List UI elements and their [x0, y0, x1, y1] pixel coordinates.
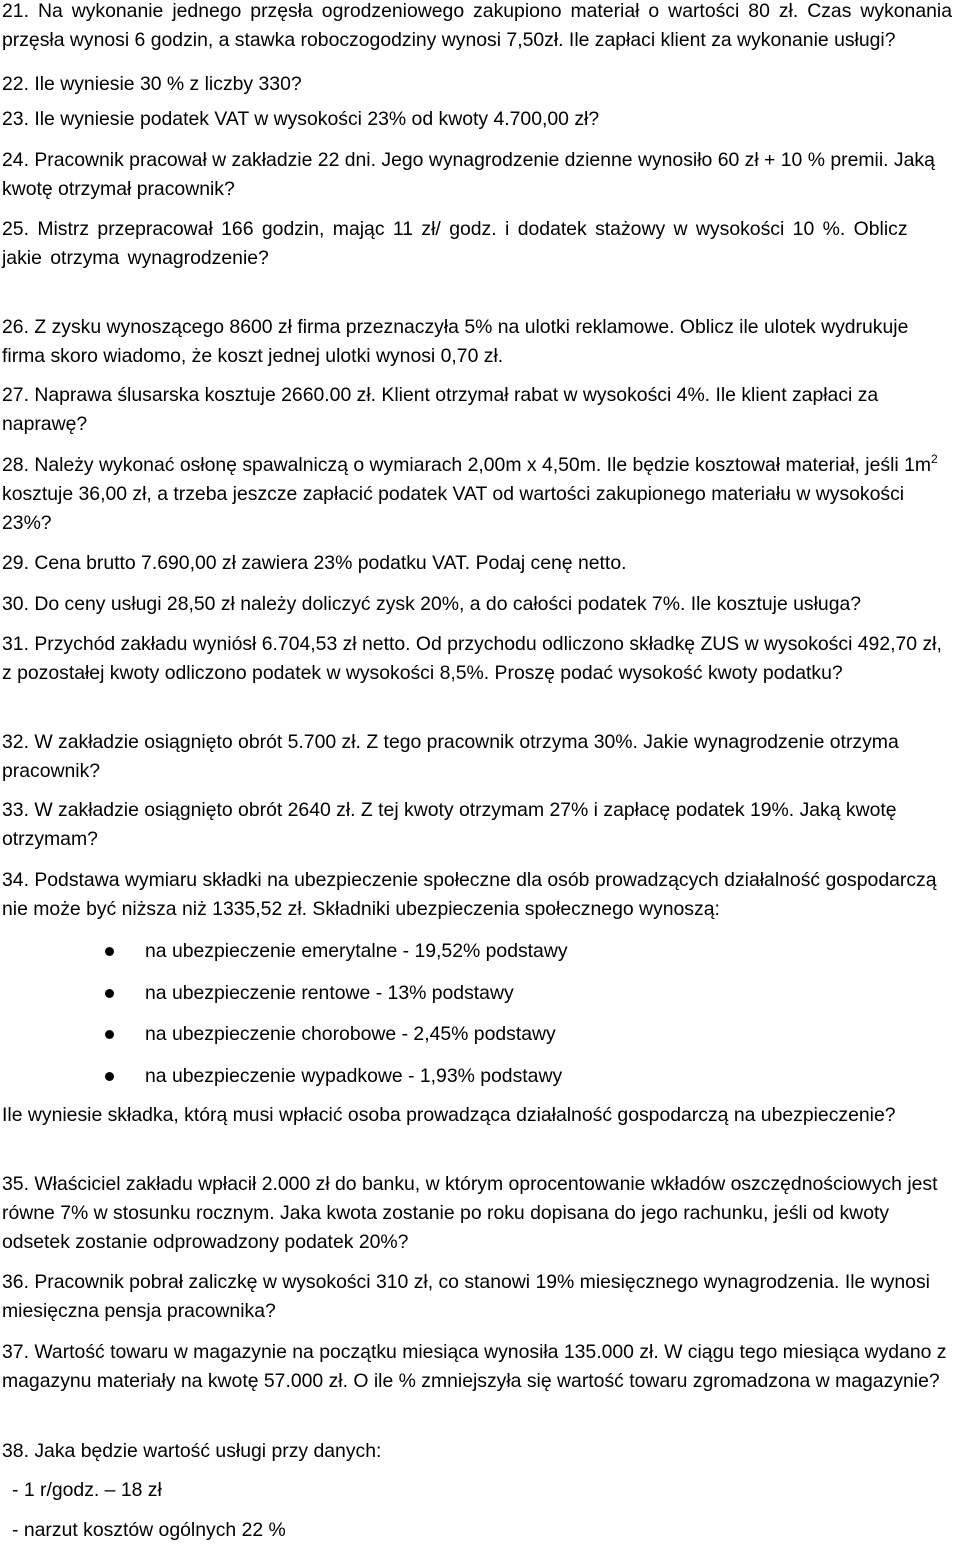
problem-25: 25. Mistrz przepracował 166 godzin, mając 11 zł/ godz. i dodatek stażowy w wysokości 10 %. Oblicz jakie otrzyma wynagrodzenie? [2, 218, 908, 269]
problem-28-superscript: 2 [931, 452, 938, 466]
dash-item: - 1 r/godz. – 18 zł [12, 1479, 162, 1501]
problem-29: 29. Cena brutto 7.690,00 zł zawiera 23% podatku VAT. Podaj cenę netto. [2, 552, 627, 574]
list-item-label: na ubezpieczenie wypadkowe - 1,93% podstawy [145, 1065, 563, 1087]
problem-30: 30. Do ceny usługi 28,50 zł należy doliczyć zysk 20%, a do całości podatek 7%. Ile kosztuje usługa? [2, 593, 862, 615]
bullet-icon [105, 1072, 114, 1081]
problem-33: 33. W zakładzie osiągnięto obrót 2640 zł. Z tej kwoty otrzymam 27% i zapłacę podatek 19%. Jaką kwotę otrzymam? [2, 799, 897, 850]
dash-item: - narzut kosztów ogólnych 22 % [12, 1519, 286, 1541]
problem-28-part-1: 28. Należy wykonać osłonę spawalniczą o wymiarach 2,00m x 4,50m. Ile będzie kosztował materiał, jeśli 1m [2, 454, 932, 476]
bullet-icon [105, 1030, 114, 1039]
problem-23: 23. Ile wyniesie podatek VAT w wysokości 23% od kwoty 4.700,00 zł? [2, 108, 600, 130]
problem-26: 26. Z zysku wynoszącego 8600 zł firma przeznaczyła 5% na ulotki reklamowe. Oblicz ile ulotek wydrukuje firma skoro wiadomo, że koszt jednej ulotki wynosi 0,70 zł. [2, 316, 909, 367]
problem-32: 32. W zakładzie osiągnięto obrót 5.700 zł. Z tego pracownik otrzyma 30%. Jakie wynagrodzenie otrzyma pracownik? [2, 731, 899, 782]
problem-22: 22. Ile wyniesie 30 % z liczby 330? [2, 73, 302, 95]
problem-27: 27. Naprawa ślusarska kosztuje 2660.00 zł. Klient otrzymał rabat w wysokości 4%. Ile klient zapłaci za naprawę? [2, 384, 879, 435]
problem-28 [2, 451, 952, 538]
problem-34: 34. Podstawa wymiaru składki na ubezpieczenie społeczne dla osób prowadzących działalność gospodarczą nie może być niższa niż 1335,52 zł. Składniki ubezpieczenia społecznego wynoszą: [2, 869, 937, 920]
list-item-label: na ubezpieczenie rentowe - 13% podstawy [145, 982, 514, 1004]
bullet-icon [105, 947, 114, 956]
problem-37: 37. Wartość towaru w magazynie na początku miesiąca wynosiła 135.000 zł. W ciągu tego miesiąca wydano z magazynu materiały na kwotę 57.000 zł. O ile % zmniejszyła się wartość towaru zgromadzona w magazynie? [2, 1341, 947, 1392]
list-item-label: na ubezpieczenie emerytalne - 19,52% podstawy [145, 940, 568, 962]
problem-24: 24. Pracownik pracował w zakładzie 22 dni. Jego wynagrodzenie dzienne wynosiło 60 zł + 10 % premii. Jaką kwotę otrzymał pracownik? [2, 149, 935, 200]
problem-38: 38. Jaka będzie wartość usługi przy danych: [2, 1440, 382, 1462]
problem-34-question: Ile wyniesie składka, którą musi wpłacić osoba prowadząca działalność gospodarczą na ubezpieczenie? [2, 1104, 896, 1126]
problem-35: 35. Właściciel zakładu wpłacił 2.000 zł do banku, w którym oprocentowanie wkładów oszczędnościowych jest równe 7% w stosunku rocznym. Jaka kwota zostanie po roku dopisana do jego rachunku, jeśli od kwoty odsetek zostanie odprowadzony podatek 20%? [2, 1173, 938, 1253]
problem-31: 31. Przychód zakładu wyniósł 6.704,53 zł netto. Od przychodu odliczono składkę ZUS w wysokości 492,70 zł, z pozostałej kwoty odliczono podatek w wysokości 8,5%. Proszę podać wysokość kwoty podatku? [2, 633, 942, 684]
problem-28-part-2: kosztuje 36,00 zł, a trzeba jeszcze zapłacić podatek VAT od wartości zakupionego materiału w wysokości 23%? [2, 483, 905, 534]
list-item-label: na ubezpieczenie chorobowe - 2,45% podstawy [145, 1023, 556, 1045]
problem-21: 21. Na wykonanie jednego przęsła ogrodzeniowego zakupiono materiał o wartości 80 zł. Czas wykonania przęsła wynosi 6 godzin, a stawka roboczogodziny wynosi 7,50zł. Ile zapłaci klient za wykonanie usługi? [2, 0, 952, 51]
problem-36: 36. Pracownik pobrał zaliczkę w wysokości 310 zł, co stanowi 19% miesięcznego wynagrodzenia. Ile wynosi miesięczna pensja pracownika? [2, 1271, 930, 1322]
bullet-icon [105, 989, 114, 998]
